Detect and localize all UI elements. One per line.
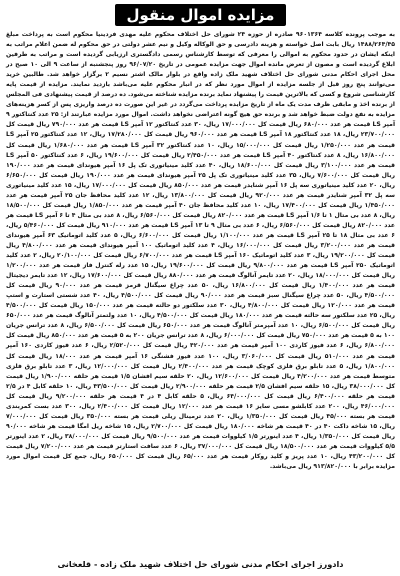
notice-body: به موجب پرونده کلاسه ۹۶۰۱۳۶۴ صادره از حوزه ۲۴ شورای حل اختلاف محکوم علیه مهدی فردینیا محکوم است به پرداخت مبلغ ۱۴۸۸/۲۶۴/۴۵ ریال بابت اصل خواسته و هزینه دادرسی و حق الوکاله وکیل و نیم عشر دولتی در حق محکوم له ضمن اعلام مراتب به اینکه ایشان در حدود محکوم به اموالی را معرفی که توسط کارشناس رسمی دادگستری ارزیابی گردیده است و مراتب به طرفین ابلاغ گردیده است و مصون از تعرض مانده اموال جهت مزایده عمومی در تاریخ ۹۶/۰۷/۲۰ روز پنجشنبه از ساعت ۹ الی ۱۰ صبح در محل اجرای احکام مدنی شورای حل اختلاف شهید ملک زاده واقع در بلوار مالک اشتر نسیم ۲ برگزار خواهد شد. طالبین خرید می‌توانند پنج روز قبل از جلسه مزایده از اموال مورد نظر که در انبار محکوم علیه می‌باشد بازدید نمایند. مزایده از قیمت پایه کارشناسی شروع و کسی که بالاترین قیمت را پیشنهاد نماید برنده مزایده شناخته می‌شود. ده درصد از قیمت پیشنهادی فی المجلس از برنده اخذ و مابقی ظرف مدت یک ماه از تاریخ مزایده پرداخت می‌گردد در غیر این صورت ده درصد واریزی پس از کسر هزینه‌های مزایده به نفع دولت ضبط خواهد شد و برنده حق هیچ گونه اعتراضی نخواهد داشت. اموال مورد مزایده عبارتند از: ۲۵ عدد کنتاکتور ۹ آمپر LS قیمت هر عدد ۶۸۰/۰۰۰ ریال قیمت کل ۱۷/۰۰۰/۰۰۰ ریال، ۳۰ عدد کنتاکتور ۱۲ آمپر LS قیمت هر عدد ۷۹۰/۰۰۰ ریال قیمت کل ۲۳/۷۰۰/۰۰۰ ریال، ۱۸ عدد کنتاکتور ۱۸ آمپر LS قیمت هر عدد ۹۶۰/۰۰۰ ریال قیمت کل ۱۷/۲۸۰/۰۰۰ ریال، ۱۲ عدد کنتاکتور ۲۵ آمپر LS قیمت هر عدد ۱/۲۵۰/۰۰۰ ریال قیمت کل ۱۵/۰۰۰/۰۰۰ ریال، ۱۰ عدد کنتاکتور ۳۲ آمپر LS قیمت هر عدد ۱/۶۸۰/۰۰۰ ریال قیمت کل ۱۶/۸۰۰/۰۰۰ ریال، ۸ عدد کنتاکتور ۴۰ آمپر LS قیمت هر عدد ۲/۴۵۰/۰۰۰ ریال قیمت کل ۱۹/۶۰۰/۰۰۰ ریال، ۶ عدد کنتاکتور ۵۰ آمپر LS قیمت هر عدد ۳/۱۰۰/۰۰۰ ریال قیمت کل ۱۸/۶۰۰/۰۰۰ ریال، ۴۰ عدد کلید مینیاتوری تک پل ۱۶ آمپر هیوندای قیمت هر عدد ۱۹۰/۰۰۰ ریال قیمت کل ۷/۶۰۰/۰۰۰ ریال، ۳۵ عدد کلید مینیاتوری تک پل ۲۵ آمپر هیوندای قیمت هر عدد ۱۹۰/۰۰۰ ریال قیمت کل ۶/۶۵۰/۰۰۰ ریال، ۲۰ عدد کلید مینیاتوری سه پل ۱۶ آمپر شنایدر قیمت هر عدد ۸۵۰/۰۰۰ ریال قیمت کل ۱۷/۰۰۰/۰۰۰ ریال، ۱۵ عدد کلید مینیاتوری سه پل ۳۲ آمپر شنایدر قیمت هر عدد ۹۲۰/۰۰۰ ریال قیمت کل ۱۳/۸۰۰/۰۰۰ ریال، ۱۲ عدد کلید محافظ جان ۲۵ آمپر قیمت هر عدد ۱/۴۵۰/۰۰۰ ریال قیمت کل ۱۷/۴۰۰/۰۰۰ ریال، ۱۰ عدد کلید محافظ جان ۴۰ آمپر قیمت هر عدد ۱/۸۵۰/۰۰۰ ریال قیمت کل ۱۸/۵۰۰/۰۰۰ ریال، ۸ عدد بی متال ۱ تا ۱/۶ آمپر LS قیمت هر عدد ۸۲۰/۰۰۰ ریال قیمت کل ۶/۵۶۰/۰۰۰ ریال، ۸ عدد بی متال ۴ تا ۶ آمپر LS قیمت هر عدد ۸۲۰/۰۰۰ ریال قیمت کل ۶/۵۶۰/۰۰۰ ریال، ۶ عدد بی متال ۹ تا ۱۳ آمپر LS قیمت هر عدد ۹۱۰/۰۰۰ ریال قیمت کل ۵/۴۶۰/۰۰۰ ریال، ۶ عدد بی متال ۱۸ تا ۲۵ آمپر LS قیمت هر عدد ۱/۱۰۰/۰۰۰ ریال قیمت کل ۶/۶۰۰/۰۰۰ ریال، ۵ عدد کلید اتوماتیک ۶۳ آمپر هیوندای قیمت هر عدد ۳/۲۰۰/۰۰۰ ریال قیمت کل ۱۶/۰۰۰/۰۰۰ ریال، ۴ عدد کلید اتوماتیک ۱۰۰ آمپر هیوندای قیمت هر عدد ۴/۸۰۰/۰۰۰ ریال قیمت کل ۱۹/۲۰۰/۰۰۰ ریال، ۳ عدد کلید اتوماتیک ۱۶۰ آمپر LS قیمت هر عدد ۶/۷۰۰/۰۰۰ ریال قیمت کل ۲۰/۱۰۰/۰۰۰ ریال، ۲ عدد کلید اتوماتیک ۲۵۰ آمپر LS قیمت هر عدد ۹/۸۰۰/۰۰۰ ریال قیمت کل ۱۹/۶۰۰/۰۰۰ ریال، ۱۵ عدد رله کنترل فاز قیمت هر عدد ۱/۲۰۰/۰۰۰ ریال قیمت کل ۱۸/۰۰۰/۰۰۰ ریال، ۲۰ عدد تایمر آنالوگ قیمت هر عدد ۸۸۰/۰۰۰ ریال قیمت کل ۱۷/۶۰۰/۰۰۰ ریال، ۱۲ عدد تایمر دیجیتال قیمت هر عدد ۱/۴۰۰/۰۰۰ ریال قیمت کل ۱۶/۸۰۰/۰۰۰ ریال، ۵۰ عدد چراغ سیگنال قرمز قیمت هر عدد ۹۰/۰۰۰ ریال قیمت کل ۴/۵۰۰/۰۰۰ ریال، ۵۰ عدد چراغ سیگنال سبز قیمت هر عدد ۹۰/۰۰۰ ریال قیمت کل ۴/۵۰۰/۰۰۰ ریال، ۴۰ عدد شستی استارت و استپ قیمت هر عدد ۱۲۰/۰۰۰ ریال قیمت کل ۴/۸۰۰/۰۰۰ ریال، ۳۰ عدد سلکتور دو حالته قیمت هر عدد ۱۵۰/۰۰۰ ریال قیمت کل ۴/۵۰۰/۰۰۰ ریال، ۲۵ عدد سلکتور سه حالته قیمت هر عدد ۱۸۰/۰۰۰ ریال قیمت کل ۴/۵۰۰/۰۰۰ ریال، ۱۰ عدد ولتمتر آنالوگ قیمت هر عدد ۶۵۰/۰۰۰ ریال قیمت کل ۶/۵۰۰/۰۰۰ ریال، ۱۰ عدد آمپرمتر آنالوگ قیمت هر عدد ۶۵۰/۰۰۰ ریال قیمت کل ۶/۵۰۰/۰۰۰ ریال، ۸ عدد ترانس جریان ۱۰۰ به ۵ قیمت هر عدد ۷۵۰/۰۰۰ ریال قیمت کل ۶/۰۰۰/۰۰۰ ریال، ۸ عدد ترانس جریان ۲۰۰ به ۵ قیمت هر عدد ۸۵۰/۰۰۰ ریال قیمت کل ۶/۸۰۰/۰۰۰ ریال، ۶ عدد فیوز کاردی ۱۰۰ آمپر قیمت هر عدد ۴۲۰/۰۰۰ ریال قیمت کل ۲/۵۲۰/۰۰۰ ریال، ۶ عدد فیوز کاردی ۱۶۰ آمپر قیمت هر عدد ۵۱۰/۰۰۰ ریال قیمت کل ۳/۰۶۰/۰۰۰ ریال، ۱۰۰ عدد فیوز فشنگی ۱۶ آمپر قیمت هر عدد ۱۸/۰۰۰ ریال قیمت کل ۱/۸۰۰/۰۰۰ ریال، ۵ عدد تابلو برق فلزی کوچک قیمت هر عدد ۲/۴۰۰/۰۰۰ ریال قیمت کل ۱۲/۰۰۰/۰۰۰ ریال، ۳ عدد تابلو برق فلزی متوسط قیمت هر عدد ۴/۲۰۰/۰۰۰ ریال قیمت کل ۱۲/۶۰۰/۰۰۰ ریال، ۲۰ حلقه سیم افشان ۱/۵ قیمت هر حلقه ۱/۹۰۰/۰۰۰ ریال قیمت کل ۳۸/۰۰۰/۰۰۰ ریال، ۱۵ حلقه سیم افشان ۲/۵ قیمت هر حلقه ۲/۹۰۰/۰۰۰ ریال قیمت کل ۴۳/۵۰۰/۰۰۰ ریال، ۱۰ حلقه کابل ۴ در ۲/۵ قیمت هر حلقه ۶/۴۰۰/۰۰۰ ریال قیمت کل ۶۴/۰۰۰/۰۰۰ ریال، ۵ حلقه کابل ۴ در ۴ قیمت هر حلقه ۹/۲۰۰/۰۰۰ ریال قیمت کل ۴۶/۰۰۰/۰۰۰ ریال، ۲۰۰ عدد کابلشو مسی سایز ۱۶ قیمت هر عدد ۱۲/۰۰۰ ریال قیمت کل ۲/۴۰۰/۰۰۰ ریال، ۳۰۰ عدد بست کمربندی قیمت هر بسته ۴۵/۰۰۰ ریال قیمت کل ۱/۳۵۰/۰۰۰ ریال، ۲۰ عدد ترمینال ریلی قیمت هر بسته ۳۵۰/۰۰۰ ریال قیمت کل ۷/۰۰۰/۰۰۰ ریال، ۱۵ شاخه داکت ۴۰ در ۴۰ قیمت هر شاخه ۱۸۰/۰۰۰ ریال قیمت کل ۲/۷۰۰/۰۰۰ ریال، ۱۵ شاخه ریل امگا قیمت هر شاخه ۹۰/۰۰۰ ریال قیمت کل ۱/۳۵۰/۰۰۰ ریال، ۴ عدد اینورتر ۱/۵ کیلووات قیمت هر عدد ۹/۵۰۰/۰۰۰ ریال قیمت کل ۳۸/۰۰۰/۰۰۰ ریال، ۲ عدد اینورتر ۵/۵ کیلووات قیمت هر عدد ۱۸/۵۰۰/۰۰۰ ریال قیمت کل ۳۷/۰۰۰/۰۰۰ ریال، ۶ عدد سافت استارتر قیمت هر عدد ۷/۲۰۰/۰۰۰ ریال قیمت کل ۴۳/۲۰۰/۰۰۰ ریال، ۱۰ عدد پریز و کلید روکار قیمت هر عدد ۶۵/۰۰۰ ریال قیمت کل ۶۵۰/۰۰۰ ریال، جمع کل قیمت اموال مورد مزایده برابر با ۹۱۳/۸۲۰/۰۰۰ ریال می‌باشد. [6,31,396,471]
title-area [6,0,395,30]
notice-title: مزایده اموال منقول [115,4,287,26]
notice-signature: دادورز اجرای احکام مدنی شورای حل اختلاف شهید ملک زاده - قلعخانی [57,559,344,569]
